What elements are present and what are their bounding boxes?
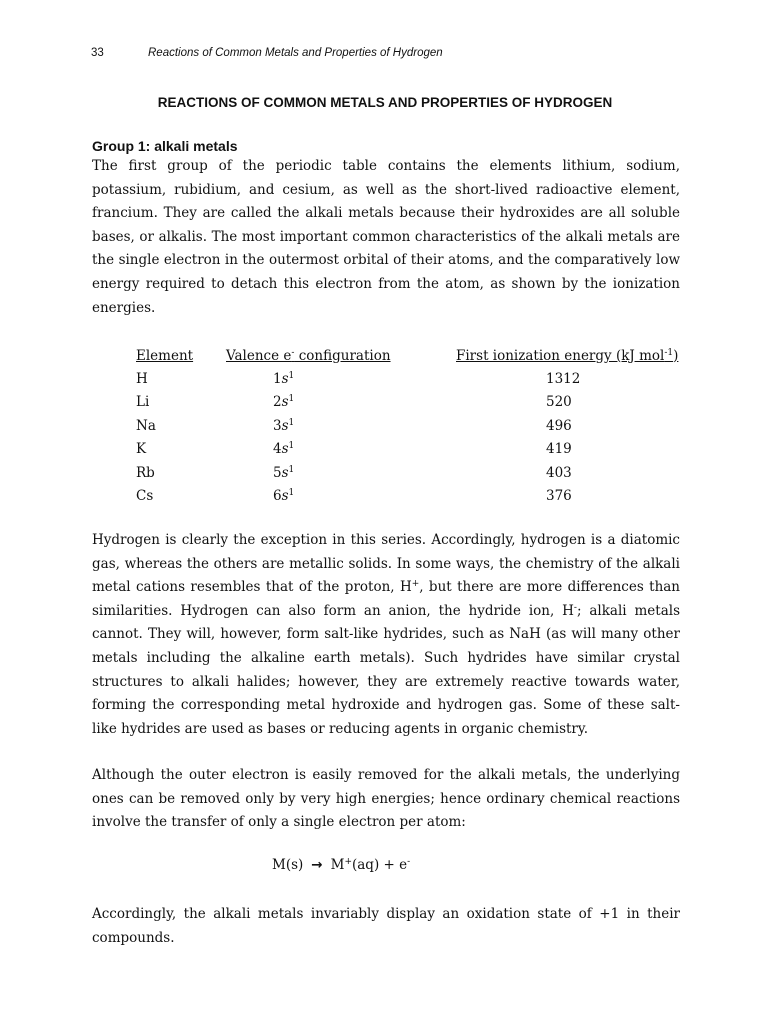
cell-element: H [136,371,148,388]
electron-removal-paragraph: Although the outer electron is easily removed for the alkali metals, the underlying ones can be removed only by very high energies; hence ordinary chemical reactions involve the transfer of only a single electron per atom: [92,767,680,831]
reaction-arrow-icon: → [311,857,323,873]
ionization-equation: M(s) → M+(aq) + e- [272,857,411,873]
cell-configuration: $1s^1$ [273,371,295,388]
table-row [136,484,678,507]
cell-element: Li [136,394,150,411]
table-row [136,461,678,484]
column-header-configuration: Valence e- configuration [226,347,391,364]
cell-ionization-energy: 403 [546,464,572,481]
column-header-element: Element [136,347,194,364]
table-row [136,391,678,414]
running-title: Reactions of Common Metals and Properties of Hydrogen [148,47,443,59]
cell-ionization-energy: 496 [546,417,572,434]
document-title: REACTIONS OF COMMON METALS AND PROPERTIES OF HYDROGEN [157,95,613,110]
cell-configuration: $5s^1$ [273,464,295,481]
cell-element: K [136,441,147,458]
table-row [136,438,678,461]
cell-ionization-energy: 1312 [546,371,581,388]
ionization-energy-table [136,344,678,508]
column-header-ionization-energy: First ionization energy (kJ mol$^{-1}$) [456,347,679,364]
cell-element: Na [136,417,156,434]
cell-configuration: $6s^1$ [273,488,295,505]
table-header-row [136,344,678,367]
table-row [136,367,678,390]
running-header [91,47,691,63]
table-row [136,414,678,437]
cell-element: Rb [136,464,155,481]
cell-configuration: $4s^1$ [273,441,295,458]
cell-ionization-energy: 376 [546,488,572,505]
section-heading: Group 1: alkali metals [92,138,238,154]
cell-configuration: $2s^1$ [273,394,295,411]
cell-configuration: $3s^1$ [273,417,295,434]
intro-paragraph: The first group of the periodic table contains the elements lithium, sodium, potassium, rubidium, and cesium, as well as the short-lived radioactive element, francium. They are called the alkali metals because their hydroxides are all soluble bases, or alkalis. The most important common characteristics of the alkali metals are the single electron in the outermost orbital of their atoms, and the comparatively low energy required to detach this electron from the atom, as shown by the ionization energies. [92,158,680,316]
hydrogen-exception-paragraph: Hydrogen is clearly the exception in this series. Accordingly, hydrogen is a diatomic gas, whereas the others are metallic solids. In some ways, the chemistry of the alkali metal cations resembles that of the proton, H+, but there are more differences than similarities. Hydrogen can also form an anion, the hydride ion, H-; alkali metals cannot. They will, however, form salt-like hydrides, such as NaH (as will many other metals including the alkaline earth metals). Such hydrides have similar crystal structures to alkali halides; however, they are extremely reactive towards water, forming the corresponding metal hydroxide and hydrogen gas. Some of these salt-like hydrides are used as bases or reducing agents in organic chemistry. [92,532,681,737]
cell-ionization-energy: 520 [546,394,572,411]
oxidation-state-paragraph: Accordingly, the alkali metals invariably display an oxidation state of +1 in their compounds. [92,906,680,946]
cell-ionization-energy: 419 [546,441,572,458]
cell-element: Cs [136,488,154,505]
page-number: 33 [91,47,104,59]
